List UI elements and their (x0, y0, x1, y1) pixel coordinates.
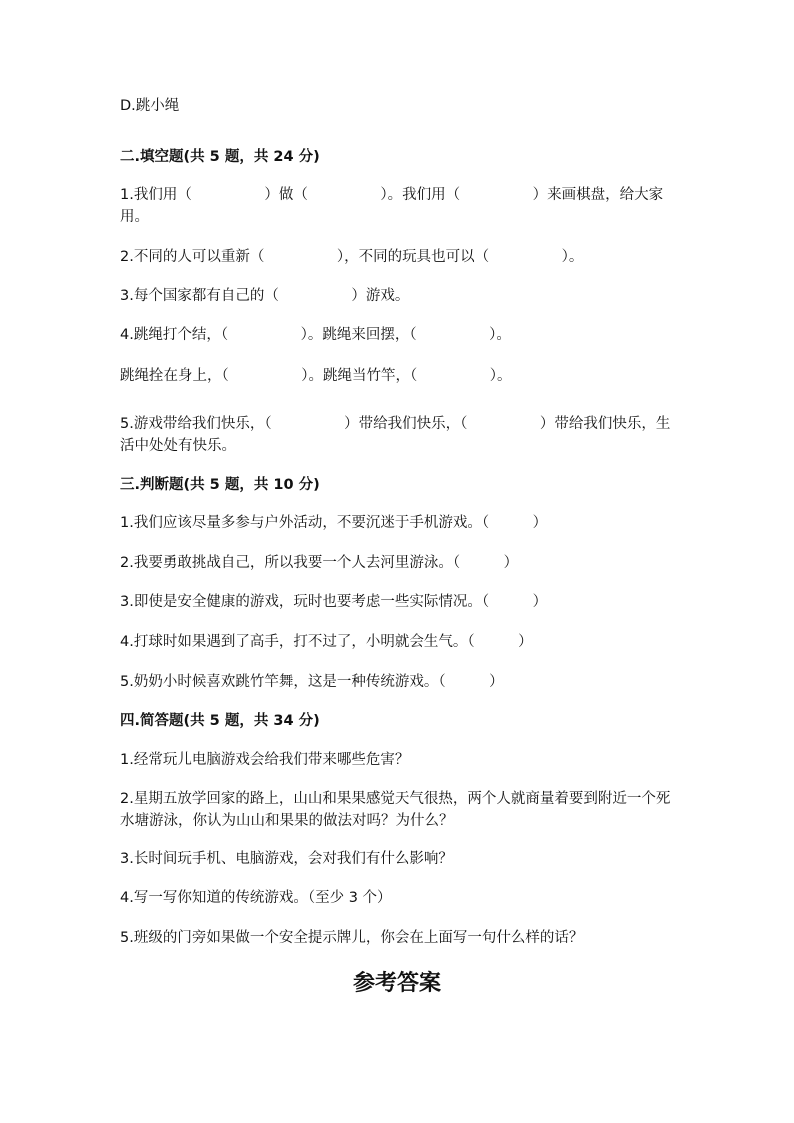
short-answer-q1: 1.经常玩儿电脑游戏会给我们带来哪些危害？ (120, 752, 410, 768)
answer-key-title: 参考答案 (352, 970, 441, 996)
true-false-q2: 2.我要勇敢挑战自己，所以我要一个人去河里游泳。（ ） (120, 555, 519, 571)
true-false-q4: 4.打球时如果遇到了高手，打不过了，小明就会生气。（ ） (120, 634, 533, 650)
fill-blank-q4-part1: 4.跳绳打个结，（ ）。跳绳来回摆，（ ）。 (120, 327, 511, 343)
section-heading-fill-blank: 二.填空题(共 5 题，共 24 分) (120, 149, 320, 165)
short-answer-q5: 5.班级的门旁如果做一个安全提示牌儿，你会在上面写一句什么样的话？ (120, 930, 584, 946)
true-false-q5: 5.奶奶小时候喜欢跳竹竿舞，这是一种传统游戏。（ ） (120, 674, 504, 690)
section-heading-short-answer: 四.简答题(共 5 题，共 34 分) (120, 713, 320, 729)
short-answer-q4: 4.写一写你知道的传统游戏。（至少 3 个） (120, 890, 392, 906)
fill-blank-q2: 2.不同的人可以重新（ ），不同的玩具也可以（ ）。 (120, 249, 584, 265)
fill-blank-q3: 3.每个国家都有自己的（ ）游戏。 (120, 288, 410, 304)
short-answer-q3: 3.长时间玩手机、电脑游戏，会对我们有什么影响？ (120, 851, 453, 867)
true-false-q1: 1.我们应该尽量多参与户外活动，不要沉迷于手机游戏。（ ） (120, 515, 548, 531)
fill-blank-q5: 5.游戏带给我们快乐，（ ）带给我们快乐，（ ）带给我们快乐，生活中处处有快乐。 (120, 416, 671, 454)
true-false-q3: 3.即使是安全健康的游戏，玩时也要考虑一些实际情况。（ ） (120, 594, 548, 610)
section-heading-true-false: 三.判断题(共 5 题，共 10 分) (120, 477, 320, 493)
short-answer-q2: 2.星期五放学回家的路上，山山和果果感觉天气很热，两个人就商量着要到附近一个死水塘游泳，你认为山山和果果的做法对吗？为什么？ (120, 791, 671, 829)
option-d: D.跳小绳 (120, 98, 180, 114)
fill-blank-q1: 1.我们用（ ）做（ ）。我们用（ ）来画棋盘，给大家用。 (120, 187, 664, 225)
fill-blank-q4-part2: 跳绳拴在身上，（ ）。跳绳当竹竿，（ ）。 (120, 368, 512, 384)
